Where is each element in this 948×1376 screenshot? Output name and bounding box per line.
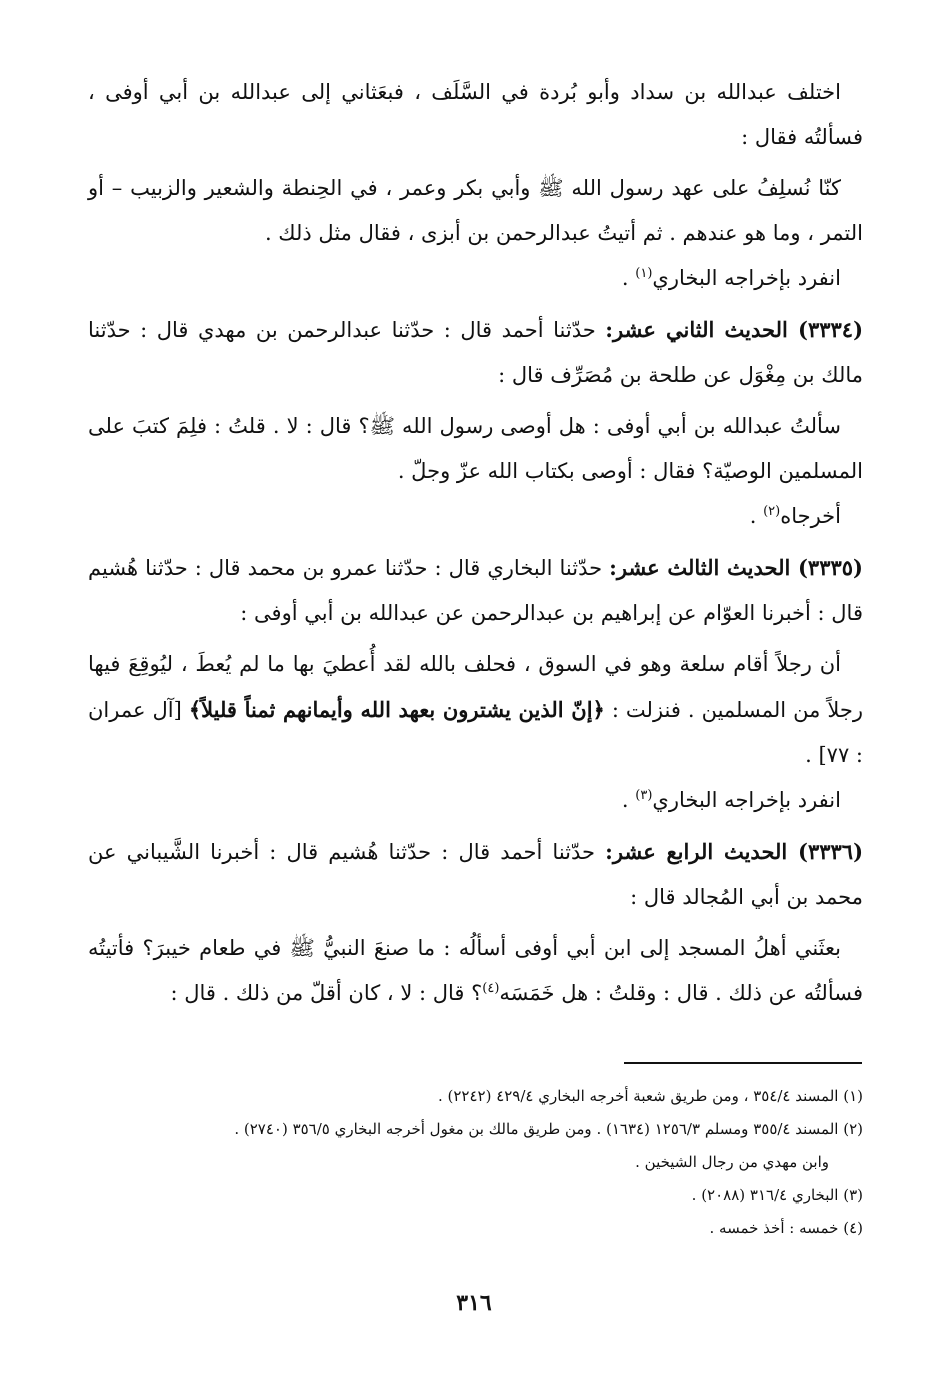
source-note: انفرد بإخراجه البخاري [652, 788, 841, 812]
paragraph: اختلف عبدالله بن سداد وأبو بُردة في السَّلَف ، فبعَثاني إلى عبدالله بن أبي أوفى ، فسألتُه فقال : [88, 80, 863, 149]
hadith-heading: (٣٣٣٦) الحديث الرابع عشر: حدّثنا أحمد قال : حدّثنا هُشيم قال : أخبرنا الشَّيباني عن محمد بن أبي المُجالد قال : [88, 839, 863, 909]
hadith-heading: (٣٣٣٥) الحديث الثالث عشر: حدّثنا البخاري قال : حدّثنا عمرو بن محمد قال : حدّثنا هُشيم قال : أخبرنا العوّام عن إبراهيم بن عبدالرحمن عن عبدالله بن أبي أوفى : [88, 555, 863, 625]
source-note: انفرد بإخراجه البخاري [652, 266, 841, 290]
source-note: أخرجاه [780, 504, 841, 528]
footnote: (٢) المسند ٣٥٥/٤ ومسلم ١٢٥٦/٣ (١٦٣٤) . ومن طريق مالك بن مغول أخرجه البخاري ٣٥٦/٥ (٢٧٤٠) . [234, 1120, 863, 1138]
footnote-ref[interactable]: (١) [635, 266, 653, 281]
paragraph: بعثَني أهلُ المسجد إلى ابن أبي أوفى أسألُه : ما صنعَ النبيُّ ﷺ في طعام خيبرَ؟ فأتيتُه فسألتُه عن ذلك . قال : وقلتُ : هل خَمَسَه$^{(٤)}$؟ قال : لا ، كان أقلّ من ذلك . قال : [88, 936, 863, 1005]
main-text [88, 70, 863, 1016]
paragraph: انفرد بإخراجه البخاري$^{(١)}$ . [621, 266, 841, 290]
hadith-number: (٣٣٣٤) الحديث الثاني عشر: [605, 317, 863, 342]
quran-quote: ﴿إنّ الذين يشترون بعهد الله وأيمانهم ثمناً قليلاً﴾ [188, 697, 605, 722]
footnote-ref[interactable]: (٤) [482, 981, 500, 996]
paragraph: أخرجاه$^{(٢)}$ . [749, 504, 841, 528]
paragraph: انفرد بإخراجه البخاري$^{(٣)}$ . [621, 788, 841, 812]
footnote-divider [624, 1062, 862, 1064]
footnote-continuation: وابن مهدي من رجال الشيخين . [635, 1153, 829, 1171]
footnote: (٣) البخاري ٣١٦/٤ (٢٠٨٨) . [691, 1186, 863, 1204]
paragraph: أن رجلاً أقام سلعة وهو في السوق ، فحلف بالله لقد أُعطيَ بها ما لم يُعطَ ، ليُوقِعَ فيها رجلاً من المسلمين . فنزلت : ﴿إنّ الذين يشترون بعهد الله وأيمانهم ثمناً قليلاً﴾ [آل عمران : ٧٧] . [88, 652, 863, 767]
footnote: (١) المسند ٣٥٤/٤ ، ومن طريق شعبة أخرجه البخاري ٤٢٩/٤ (٢٢٤٢) . [437, 1087, 863, 1105]
footnote-ref[interactable]: (٣) [635, 788, 653, 803]
hadith-number: (٣٣٣٥) الحديث الثالث عشر: [609, 555, 863, 580]
footnote-ref[interactable]: (٢) [763, 504, 781, 519]
paragraph: كنّا نُسلِفُ على عهد رسول الله ﷺ وأبي بكر وعمر ، في الحِنطة والشعير والزبيب – أو التمر ، وما هو عندهم . ثم أتيتُ عبدالرحمن بن أبزى ، فقال مثل ذلك . [88, 176, 863, 245]
footnote: (٤) خمسه : أخذ خمسه . [709, 1219, 863, 1237]
hadith-number: (٣٣٣٦) الحديث الرابع عشر: [605, 839, 863, 864]
hadith-heading: (٣٣٣٤) الحديث الثاني عشر: حدّثنا أحمد قال : حدّثنا عبدالرحمن بن مهدي قال : حدّثنا مالك بن مِغْوَل عن طلحة بن مُصَرِّف قال : [88, 317, 863, 387]
page-number: ٣١٦ [456, 1290, 492, 1316]
footnotes [88, 1080, 863, 1245]
paragraph: سألتُ عبدالله بن أبي أوفى : هل أوصى رسول الله ﷺ؟ قال : لا . قلتُ : فلِمَ كتبَ على المسلمين الوصيّة؟ فقال : أوصى بكتاب الله عزّ وجلّ . [88, 414, 863, 483]
